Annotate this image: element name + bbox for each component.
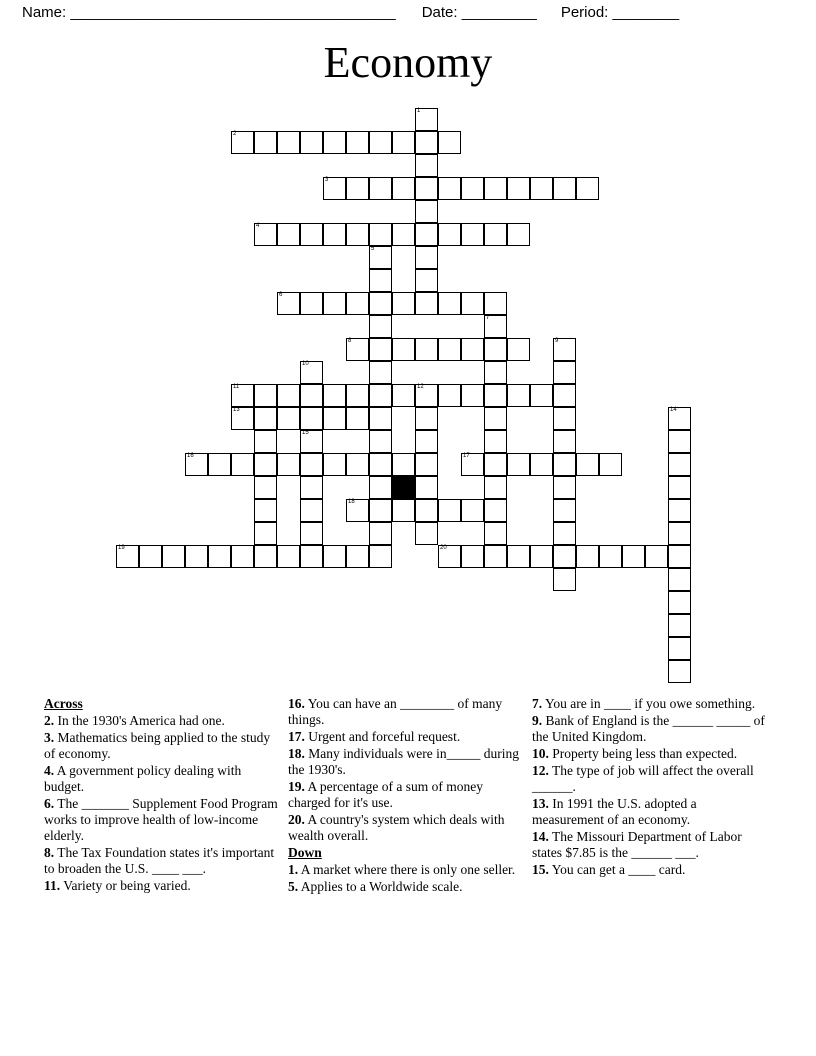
grid-cell[interactable] [415,108,438,131]
grid-cell[interactable] [254,384,277,407]
grid-cell[interactable] [438,292,461,315]
clue-text: A government policy dealing with budget. [44,763,242,794]
grid-cell[interactable] [461,177,484,200]
grid-cell[interactable] [599,453,622,476]
clue-number: 3. [44,730,55,745]
grid-cell[interactable] [484,545,507,568]
grid-cell[interactable] [461,384,484,407]
clue-text: Mathematics being applied to the study of economy. [44,730,271,761]
clue-item [44,730,278,762]
clue-item [288,746,522,778]
grid-cell[interactable] [530,384,553,407]
grid-cell[interactable] [415,430,438,453]
grid-cell-number: 11 [233,384,240,390]
grid-cell[interactable] [369,131,392,154]
grid-cell[interactable] [415,131,438,154]
grid-cell[interactable] [461,338,484,361]
clue-item [44,763,278,795]
clue-number: 6. [44,796,55,811]
grid-cell[interactable] [507,453,530,476]
grid-cell[interactable] [599,545,622,568]
clue-text: You are in ____ if you owe something. [542,696,756,711]
grid-cell[interactable] [484,384,507,407]
grid-cell[interactable] [392,499,415,522]
grid-cell[interactable] [415,476,438,499]
grid-cell[interactable] [254,522,277,545]
worksheet-header [0,0,816,24]
clue-item [532,746,766,762]
clue-number: 4. [44,763,55,778]
grid-cell[interactable] [162,545,185,568]
grid-cell-number: 7 [486,315,490,321]
grid-cell[interactable] [277,131,300,154]
grid-cell[interactable] [392,223,415,246]
grid-cell[interactable] [484,430,507,453]
grid-cell[interactable] [392,384,415,407]
grid-cell-number: 16 [187,453,194,459]
grid-cell[interactable] [484,361,507,384]
grid-cell[interactable] [346,177,369,200]
grid-cell[interactable] [369,407,392,430]
clue-item [288,729,522,745]
grid-cell[interactable] [346,407,369,430]
grid-cell[interactable] [668,522,691,545]
grid-cell-number: 15 [302,430,309,436]
grid-cell[interactable] [484,476,507,499]
grid-cell[interactable] [415,200,438,223]
grid-cell[interactable] [438,545,461,568]
grid-cell[interactable] [231,131,254,154]
grid-cell[interactable] [415,453,438,476]
grid-cell[interactable] [461,499,484,522]
grid-cell[interactable] [553,430,576,453]
grid-cell[interactable] [254,545,277,568]
grid-cell[interactable] [323,131,346,154]
grid-cell[interactable] [231,384,254,407]
grid-cell[interactable] [415,246,438,269]
grid-cell[interactable] [300,131,323,154]
grid-cell[interactable] [185,545,208,568]
grid-cell-number: 12 [417,384,424,390]
grid-cell[interactable] [300,545,323,568]
grid-cell[interactable] [369,177,392,200]
clue-item [44,878,278,894]
grid-cell-number: 5 [371,246,375,252]
grid-cell[interactable] [668,407,691,430]
grid-cell[interactable] [415,522,438,545]
grid-cell[interactable] [369,361,392,384]
grid-cell[interactable] [530,453,553,476]
clue-item [288,812,522,844]
grid-cell[interactable] [668,568,691,591]
grid-cell[interactable] [254,453,277,476]
grid-cell-number: 4 [256,223,260,229]
grid-cell[interactable] [438,131,461,154]
grid-cell[interactable] [369,384,392,407]
grid-cell[interactable] [369,522,392,545]
grid-cell[interactable] [369,338,392,361]
grid-cell[interactable] [484,292,507,315]
clue-item [532,829,766,861]
grid-cell[interactable] [300,407,323,430]
clue-item [288,779,522,811]
clue-item [44,845,278,877]
grid-cell-number: 3 [325,177,329,183]
grid-cell[interactable] [392,131,415,154]
clue-text: A country's system which deals with wealth overall. [288,812,505,843]
grid-cell[interactable] [415,223,438,246]
grid-cell-number: 19 [118,545,125,551]
grid-cell[interactable] [231,545,254,568]
grid-cell-number: 13 [233,407,240,413]
grid-cell[interactable] [668,637,691,660]
grid-cell[interactable] [323,453,346,476]
clue-text: Urgent and forceful request. [304,729,461,744]
clue-text: Applies to a Worldwide scale. [298,879,463,894]
grid-cell[interactable] [254,407,277,430]
down-heading: Down [288,845,322,860]
grid-cell[interactable] [346,131,369,154]
grid-cell[interactable] [277,453,300,476]
clue-item [44,713,278,729]
grid-cell[interactable] [346,453,369,476]
clue-item [532,713,766,745]
grid-cell[interactable] [392,177,415,200]
grid-cell[interactable] [300,223,323,246]
grid-cell[interactable] [553,384,576,407]
grid-cell[interactable] [645,545,668,568]
clue-number: 11. [44,878,61,893]
clue-text: Bank of England is the ______ _____ of the United Kingdom. [532,713,765,744]
clue-item [532,696,766,712]
grid-cell-number: 1 [417,108,421,114]
period-field-label: Period: ________ [560,3,680,21]
clue-text: In 1991 the U.S. adopted a measurement of an economy. [532,796,697,827]
grid-cell[interactable] [484,338,507,361]
grid-cell[interactable] [507,177,530,200]
grid-cell[interactable] [369,292,392,315]
grid-cell[interactable] [461,453,484,476]
grid-cell[interactable] [576,545,599,568]
grid-cell[interactable] [415,407,438,430]
grid-cell[interactable] [668,660,691,683]
grid-cell-number: 2 [233,131,237,137]
grid-cell[interactable] [668,545,691,568]
clue-number: 18. [288,746,305,761]
grid-cell-number: 9 [555,338,559,344]
grid-cell[interactable] [300,292,323,315]
clue-text: You can get a ____ card. [548,862,686,877]
grid-cell[interactable] [484,223,507,246]
clue-item [288,879,522,895]
clue-number: 17. [288,729,305,744]
grid-cell[interactable] [530,177,553,200]
clue-text: Many individuals were in_____ during the 1930's. [288,746,519,777]
clue-number: 20. [288,812,305,827]
grid-cell[interactable] [668,453,691,476]
grid-cell[interactable] [369,246,392,269]
grid-cell[interactable] [438,223,461,246]
grid-cell-number: 20 [440,545,447,551]
grid-cell[interactable] [254,223,277,246]
grid-cell[interactable] [668,430,691,453]
grid-cell[interactable] [553,522,576,545]
grid-cell[interactable] [553,177,576,200]
clue-number: 19. [288,779,305,794]
clue-item [532,796,766,828]
clue-item [44,796,278,844]
grid-cell[interactable] [277,384,300,407]
grid-cell[interactable] [231,453,254,476]
grid-cell[interactable] [346,499,369,522]
clue-number: 15. [532,862,549,877]
grid-cell[interactable] [415,177,438,200]
across-heading: Across [44,696,83,711]
grid-cell[interactable] [438,177,461,200]
grid-cell[interactable] [277,407,300,430]
grid-cell[interactable] [415,292,438,315]
clue-number: 12. [532,763,549,778]
grid-cell[interactable] [346,338,369,361]
grid-cell[interactable] [300,384,323,407]
grid-cell[interactable] [507,223,530,246]
grid-cell[interactable] [415,499,438,522]
grid-cell[interactable] [415,269,438,292]
grid-cell[interactable] [668,476,691,499]
grid-cell[interactable] [507,545,530,568]
grid-cell[interactable] [369,499,392,522]
grid-cell[interactable] [369,223,392,246]
clue-text: Variety or being varied. [60,878,191,893]
grid-cell[interactable] [668,614,691,637]
grid-cell[interactable] [484,453,507,476]
grid-cell-number: 6 [279,292,283,298]
grid-cell[interactable] [300,499,323,522]
clue-text: Property being less than expected. [548,746,738,761]
clue-number: 10. [532,746,549,761]
grid-cell[interactable] [530,545,553,568]
grid-cell[interactable] [622,545,645,568]
clue-text: You can have an ________ of many things. [288,696,503,727]
grid-cell-number: 10 [302,361,309,367]
clues-column-3 [532,696,772,976]
clue-number: 13. [532,796,549,811]
grid-cell[interactable] [346,545,369,568]
grid-cell[interactable] [300,430,323,453]
grid-cell[interactable] [553,361,576,384]
clue-item [532,862,766,878]
grid-cell[interactable] [208,453,231,476]
grid-cell[interactable] [484,177,507,200]
grid-cell[interactable] [576,177,599,200]
grid-cell[interactable] [668,499,691,522]
grid-cell[interactable] [438,384,461,407]
grid-cell[interactable] [484,407,507,430]
grid-cell[interactable] [461,545,484,568]
grid-cell[interactable] [438,338,461,361]
grid-cell[interactable] [553,407,576,430]
clue-text: The Missouri Department of Labor states $7.85 is the ______ ___. [532,829,742,860]
grid-cell[interactable] [392,292,415,315]
grid-cell[interactable] [346,223,369,246]
clue-number: 7. [532,696,543,711]
grid-cell[interactable] [346,292,369,315]
grid-cell[interactable] [323,177,346,200]
grid-cell[interactable] [231,407,254,430]
grid-cell[interactable] [369,269,392,292]
clue-number: 14. [532,829,549,844]
grid-cell[interactable] [369,430,392,453]
grid-cell-number: 17 [463,453,470,459]
grid-cell[interactable] [392,453,415,476]
page-title: Economy [323,38,493,87]
grid-cell[interactable] [553,568,576,591]
clue-number: 5. [288,879,299,894]
grid-cell[interactable] [484,315,507,338]
grid-cell[interactable] [208,545,231,568]
grid-cell[interactable] [461,223,484,246]
grid-cell[interactable] [415,384,438,407]
clue-text: A market where there is only one seller. [298,862,516,877]
grid-cell[interactable] [254,430,277,453]
clue-text: The _______ Supplement Food Program works to improve health of low-income elderly. [44,796,278,843]
grid-cell[interactable] [461,292,484,315]
grid-cell[interactable] [300,453,323,476]
grid-cell[interactable] [300,522,323,545]
grid-cell[interactable] [392,338,415,361]
grid-cell[interactable] [346,384,369,407]
clue-number: 8. [44,845,55,860]
grid-cell[interactable] [185,453,208,476]
grid-cell[interactable] [277,223,300,246]
grid-cell[interactable] [484,499,507,522]
grid-cell[interactable] [576,453,599,476]
crossword-grid-container [0,104,816,664]
grid-cell[interactable] [507,338,530,361]
clue-number: 16. [288,696,305,711]
grid-cell[interactable] [553,338,576,361]
clue-number: 1. [288,862,299,877]
grid-cell[interactable] [415,154,438,177]
grid-cell[interactable] [553,545,576,568]
grid-cell[interactable] [323,384,346,407]
clue-text: A percentage of a sum of money charged for it's use. [288,779,483,810]
clue-item [288,862,522,878]
grid-cell[interactable] [277,292,300,315]
grid-cell[interactable] [139,545,162,568]
grid-cell[interactable] [369,545,392,568]
grid-cell[interactable] [369,453,392,476]
grid-cell[interactable] [323,407,346,430]
grid-cell[interactable] [323,545,346,568]
grid-cell[interactable] [553,499,576,522]
grid-cell[interactable] [668,591,691,614]
grid-cell[interactable] [484,522,507,545]
grid-cell-number: 18 [348,499,355,505]
crossword-grid [0,104,816,664]
clue-number: 2. [44,713,55,728]
clue-text: The type of job will affect the overall ______. [532,763,754,794]
grid-cell[interactable] [553,453,576,476]
grid-cell[interactable] [254,476,277,499]
date-field-label: Date: _________ [421,3,537,21]
grid-cell[interactable] [277,545,300,568]
grid-cell-number: 14 [670,407,677,413]
grid-cell[interactable] [369,476,392,499]
grid-block [392,476,415,499]
clues-container [44,696,784,976]
grid-cell[interactable] [415,338,438,361]
grid-cell[interactable] [254,131,277,154]
grid-cell-number: 8 [348,338,352,344]
grid-cell[interactable] [300,361,323,384]
grid-cell[interactable] [507,384,530,407]
grid-cell[interactable] [369,315,392,338]
clue-item [288,696,522,728]
clue-text: The Tax Foundation states it's important to broaden the U.S. ____ ___. [44,845,275,876]
clue-item [532,763,766,795]
clues-column-2 [288,696,528,976]
clue-number: 9. [532,713,543,728]
grid-cell[interactable] [553,476,576,499]
name-field-label: Name: _______________________________________ [22,3,396,21]
grid-cell[interactable] [254,499,277,522]
grid-cell[interactable] [438,499,461,522]
grid-cell[interactable] [323,223,346,246]
clues-column-1 [44,696,284,976]
grid-cell[interactable] [300,476,323,499]
grid-cell[interactable] [116,545,139,568]
grid-cell[interactable] [323,292,346,315]
clue-text: In the 1930's America had one. [54,713,225,728]
